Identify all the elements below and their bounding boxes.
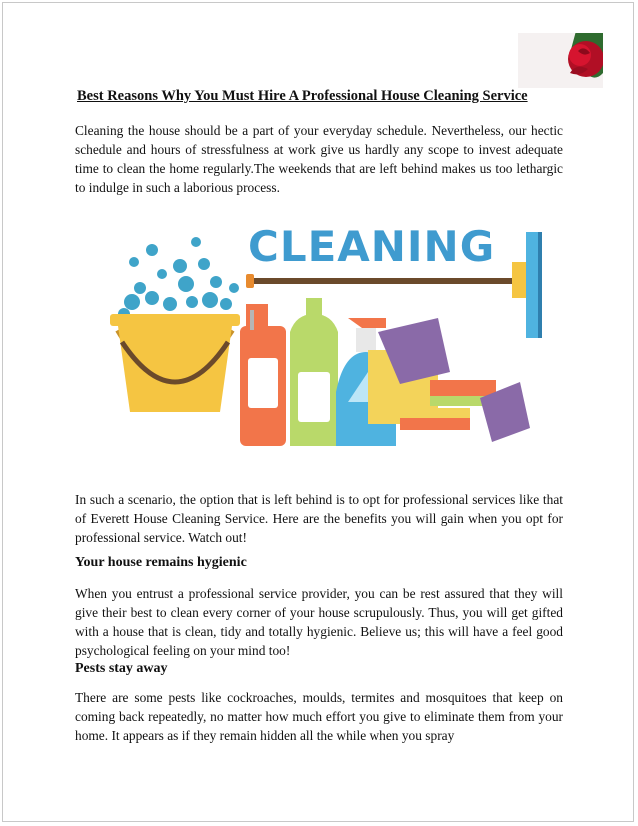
scenario-paragraph: In such a scenario, the option that is left behind is to opt for professional services like that of Everett House Cleaning Service. Here are the benefits you will gain when you opt for professional service. Watch out! xyxy=(75,492,563,545)
hygienic-paragraph: When you entrust a professional service provider, you can be rest assured that they will give their best to clean every corner of your house scrupulously. Thus, you will get gifted with a house that is clean, tidy and totally hygienic. Believe us; this will have a feel good psychological feeling on your mind too! xyxy=(75,586,563,658)
bubbles xyxy=(118,237,239,320)
orange-bottle xyxy=(240,304,286,446)
logo xyxy=(518,33,603,88)
sponges xyxy=(368,318,530,442)
rose-icon xyxy=(518,33,603,88)
pests-paragraph: There are some pests like cockroaches, moulds, termites and mosquitoes that keep on coming back repeatedly, no matter how much effort you give to eliminate them from your home. It appears as if they remain hidden all the while when you spray xyxy=(75,690,563,743)
heading-pests: Pests stay away xyxy=(75,661,168,676)
cleaning-illustration xyxy=(100,222,560,462)
page-title: Best Reasons Why You Must Hire A Professional House Cleaning Service xyxy=(77,88,528,104)
mop xyxy=(246,232,542,338)
green-bottle xyxy=(290,298,338,446)
heading-hygienic: Your house remains hygienic xyxy=(75,555,247,570)
bucket xyxy=(110,314,240,412)
intro-paragraph: Cleaning the house should be a part of your everyday schedule. Nevertheless, our hectic schedule and hours of stressfulness at work give us hardly any scope to invest adequate time to clean the home regularly.The weekends that are left behind makes us too lethargic to indulge in such a laborious process. xyxy=(75,123,563,195)
cleaning-word: CLEANING xyxy=(248,222,496,271)
